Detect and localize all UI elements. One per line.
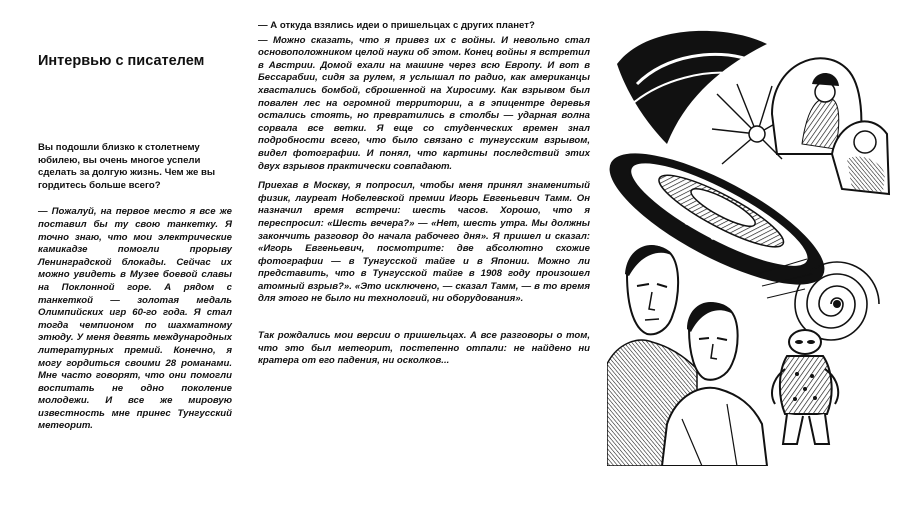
answer-paragraph-2: Приехав в Москву, я попросил, чтобы меня принял знаменитый физик, лауреат Нобелевской премии Игорь Евгеньевич Тамм. Он назначил время встречи: шесть часов. Хорошо, что я переспросил: «Шесть вечера?» — «Нет, шесть утра. Мы должны закончить разговор до начала рабочего дня». Я пришел и сказал: «Игорь Евгеньевич, посмотрите: две абсолютно схожие фотографии — в Тунгусской тайге и в Японии. Можно ли представить, что в Тунгусской тайге в 1908 году произошел атомный взрыв?». «Это исключено, — сказал Тамм, — в то время для этого не было ни технологий, ни оборудования». — [258, 180, 590, 305]
middle-column — [258, 20, 590, 375]
page-title: Интервью с писателем — [38, 53, 205, 69]
left-column — [38, 52, 232, 433]
answer-paragraph-3: Так рождались мои версии о пришельцах. А все разговоры о том, что это был метеорит, постепенно отпали: не найдено ни кратера от его падения, ни осколков... — [258, 330, 590, 367]
answer-paragraph-1: — Можно сказать, что я привез их с войны. И невольно стал основоположником целой науки об этом. Конец войны я встретил в Австрии. Домой ехали на машине через всю Европу. И вот в Бессарабии, сидя за рулем, я услышал по радио, как американцы хвастались бомбой, сброшенной на Хиросиму. Как взрывом был повален лес на огромной территории, а в эпицентре деревья остались стоять, но превратились в столбы — ударная волна сорвала все ветки. Я еще со студенческих времен знал подробности всего, что было связано с тунгусским взрывом, видел фотографии. И понял, что картины последствий этих двух взрывов практически совпадают. — [258, 34, 590, 172]
interview-question-2: — А откуда взялись идеи о пришельцах с других планет? — [258, 20, 535, 31]
interview-question: Вы подошли близко к столетнему юбилею, вы очень многое успели сделать за долгую жизнь. Чем же вы гордитесь больше всего? — [38, 142, 216, 191]
sci-fi-illustration-icon — [607, 24, 892, 466]
interview-answer: — Пожалуй, на первое место я все же поставил бы ту свою танкетку. Я точно знаю, что мои электрические камикадзе помогли прорыву Ленинградской блокады. Сейчас их можно увидеть в Музее боевой славы на Поклонной горе. А рядом с танкеткой — золотая медаль Олимпийских игр 60-го года. Я стал тогда чемпионом по шахматному этюду. У меня девять международных литературных премий. Конечно, я могу гордиться своими 28 романами. Мне часто говорят, что они помогли воспитать не одно поколение молодежи. И все же мировую известность мне принес Тунгусский метеорит. — [38, 206, 232, 432]
